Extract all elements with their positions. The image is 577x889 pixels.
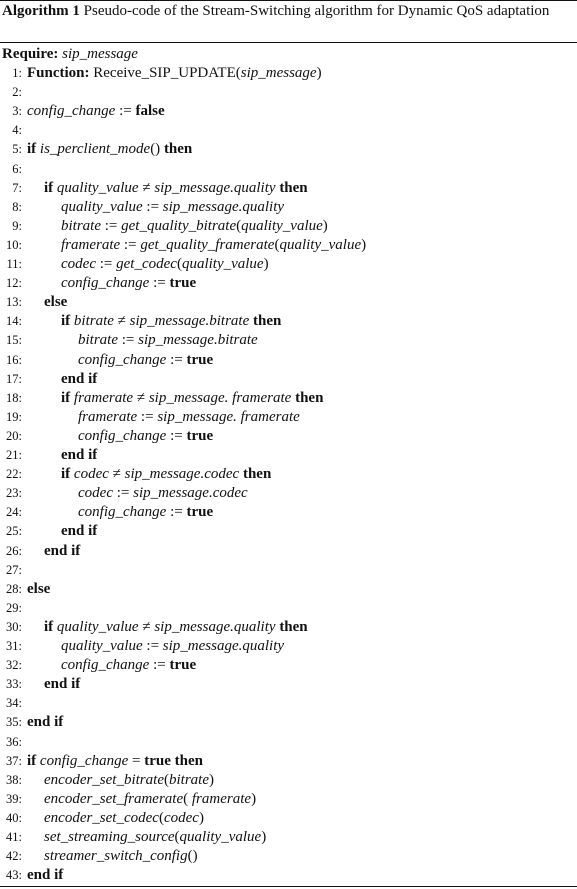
line-code [27,140,192,159]
keyword: if [61,389,74,406]
algorithm-caption [2,2,574,20]
code-text: ( [174,829,180,845]
identifier: get_quality_framerate [140,236,275,253]
keyword: if [61,313,74,330]
line-number: 25: [6,524,22,539]
line-number: 43: [6,868,22,883]
caption-text: Pseudo-code of the Stream-Switching algorithm for Dynamic QoS adaptation [83,3,550,19]
line-code [61,522,97,541]
line-code [61,217,328,236]
code-text: ) [322,217,328,234]
line-code [61,446,97,465]
line-number: 20: [6,428,22,443]
line-code [44,790,256,809]
code-text: ( [163,771,169,788]
identifier: sip_message.quality [162,198,285,215]
keyword: end if [61,523,98,540]
identifier: framerate [73,389,134,406]
line-number: 28: [6,581,22,596]
code-text: = [128,752,145,769]
line-code [27,866,63,885]
line-number: 15: [6,333,22,348]
identifier: config_change [78,351,167,368]
identifier: sip_message.codec [124,466,240,483]
line-number: 40: [6,810,22,825]
code-text: ) [261,829,267,845]
bottom-rule [0,886,577,887]
line-number: 21: [6,448,22,462]
keyword: false [135,103,165,120]
identifier: sip_message.bitrate [138,332,258,349]
code-text: () [187,848,198,865]
identifier: set_streaming_source [44,829,175,845]
code-text: ≠ [133,389,149,406]
line-number: 31: [6,639,22,653]
line-code [61,236,366,255]
code-text: ≠ [138,618,155,635]
code-text: ) [251,790,257,807]
line-number: 32: [6,658,22,673]
line-code [61,255,269,274]
line-number: 19: [6,409,22,424]
line-code [78,408,300,427]
line-code [61,465,271,484]
code-text: Receive_SIP_UPDATE( [89,65,241,81]
identifier: quality_value [61,198,143,215]
identifier: config_change [27,103,116,120]
line-code [44,675,80,694]
code-text: ( [158,809,164,826]
line-number: 37: [6,753,22,768]
code-text: ) [316,65,322,81]
line-number: 42: [6,849,22,864]
code-text: ≠ [108,466,125,483]
line-code [61,312,281,331]
code-text: := [142,638,163,654]
identifier: framerate [191,790,252,807]
code-text: := [142,198,163,215]
code-text: ≠ [138,179,155,196]
line-number: 2: [12,85,22,100]
identifier: quality_value [179,829,262,845]
line-code [27,752,203,771]
line-number: 4: [12,123,22,138]
code-text: := [120,236,141,253]
line-code [61,370,97,389]
line-code [61,389,323,408]
keyword: then [163,141,193,158]
keyword: end if [61,447,98,463]
line-code [27,64,322,83]
line-number: 11: [6,257,22,271]
keyword: Function: [27,65,90,81]
line-number: 23: [6,486,22,501]
line-number: 22: [6,467,22,482]
code-text: ( [274,236,280,253]
identifier: quality_value [56,618,139,635]
line-code [44,618,308,637]
line-number: 12: [6,276,22,291]
line-number: 10: [6,237,22,252]
line-number: 16: [6,352,22,367]
code-text: := [166,351,187,368]
line-code [78,351,213,370]
caption-rule [0,42,577,43]
line-code [78,484,248,503]
keyword: then [239,466,272,483]
identifier: framerate [61,236,121,253]
identifier: quality_value [279,236,362,253]
keyword: true [169,657,197,674]
identifier: encoder_set_codec [44,809,159,826]
line-number: 5: [12,142,22,157]
line-code [61,656,196,675]
identifier: framerate [78,408,138,425]
line-code [61,274,196,293]
code-text: ) [361,236,367,253]
line-number: 9: [12,218,22,233]
identifier: is_perclient_mode [39,141,151,158]
line-code [44,828,266,847]
identifier: streamer_switch_config [44,848,188,865]
code-text: ≠ [113,313,130,330]
code-text: ) [208,771,214,788]
identifier: sip_message.quality [154,179,276,196]
line-code [78,331,258,350]
line-code [78,427,213,446]
line-number: 34: [6,696,22,711]
identifier: codec [61,256,96,272]
line-number: 38: [6,772,22,787]
code-text: := [166,427,187,444]
line-number: 30: [6,619,22,634]
code-text: ( [176,256,182,272]
code-text: ( [183,790,192,807]
identifier: config_change [61,657,150,674]
code-text: := [101,217,122,234]
identifier: sip_message [240,65,317,81]
line-number: 36: [6,734,22,749]
keyword: end if [44,542,81,559]
line-code [44,809,204,828]
keyword: end if [44,676,81,693]
keyword: true [186,504,214,521]
identifier: bitrate [168,771,209,788]
line-number: 8: [12,199,22,214]
identifier: sip_message. framerate [148,389,292,406]
keyword: true [169,275,197,292]
identifier: codec [73,466,109,483]
keyword: else [44,294,68,311]
identifier: codec [78,485,113,502]
keyword: end if [27,714,64,731]
code-text: := [115,103,136,120]
line-number: 13: [6,295,22,310]
identifier: quality_value [61,638,143,654]
keyword: end if [61,370,98,387]
code-text: := [118,332,139,349]
line-code [44,293,67,312]
keyword: if [27,752,40,769]
identifier: encoder_set_bitrate [44,771,164,788]
identifier: sip_message.quality [162,638,285,654]
top-rule [0,0,577,1]
line-number: 29: [6,600,22,615]
keyword: if [44,618,57,635]
code-text: := [166,504,187,521]
keyword: then [249,313,282,330]
identifier: sip_message.quality [154,618,276,635]
line-code [61,637,284,656]
line-number: 39: [6,791,22,806]
identifier: sip_message.bitrate [129,313,250,330]
identifier: quality_value [181,256,264,272]
line-number: 1: [12,66,22,80]
identifier: get_quality_bitrate [121,217,237,234]
identifier: config_change [78,427,167,444]
line-number: 26: [6,543,22,558]
keyword: if [44,179,57,196]
code-text: := [137,408,158,425]
identifier: bitrate [61,217,101,234]
keyword: end if [27,867,64,884]
code-text: ) [198,809,204,826]
identifier: quality_value [56,179,139,196]
identifier: encoder_set_framerate [44,790,184,807]
line-code [44,179,308,198]
keyword: then [275,179,308,196]
keyword: if [27,141,40,158]
identifier: quality_value [241,217,323,234]
identifier: sip_message. framerate [157,408,300,425]
keyword: then [275,618,308,635]
line-code [44,847,198,866]
keyword: then [291,389,324,406]
line-code [27,713,63,732]
line-number: 3: [12,104,22,119]
line-number: 41: [6,830,22,844]
code-text: ( [236,217,242,234]
keyword: if [61,466,74,483]
identifier: get_codec [116,256,177,272]
identifier: config_change [78,504,167,521]
keyword: true then [144,752,203,769]
identifier: codec [163,809,199,826]
line-number: 33: [6,677,22,692]
keyword: else [27,580,51,597]
line-number: 24: [6,505,22,520]
require-value: sip_message [62,46,138,62]
identifier: config_change [61,275,150,292]
identifier: sip_message.codec [133,485,248,502]
line-code [78,503,213,522]
caption-label: Algorithm 1 [2,3,80,19]
line-number: 6: [12,161,22,176]
identifier: config_change [39,752,129,769]
line-number: 18: [6,390,22,405]
line-code [61,198,284,217]
line-code [44,542,80,561]
keyword: true [186,427,214,444]
line-number: 35: [6,715,22,730]
line-code [27,580,50,599]
line-number: 14: [6,314,22,329]
identifier: bitrate [78,332,118,349]
line-code [27,102,165,121]
code-text: ) [263,256,269,272]
line-number: 17: [6,371,22,386]
code-text: := [149,275,170,292]
require-line [2,45,138,63]
code-text: := [112,485,134,502]
line-number: 27: [6,562,22,577]
line-code [44,771,214,790]
identifier: bitrate [73,313,114,330]
require-keyword: Require: [2,46,59,62]
keyword: true [186,351,214,368]
code-text: := [95,256,117,272]
line-number: 7: [12,180,22,195]
code-text: () [150,141,164,158]
code-text: := [149,657,170,674]
